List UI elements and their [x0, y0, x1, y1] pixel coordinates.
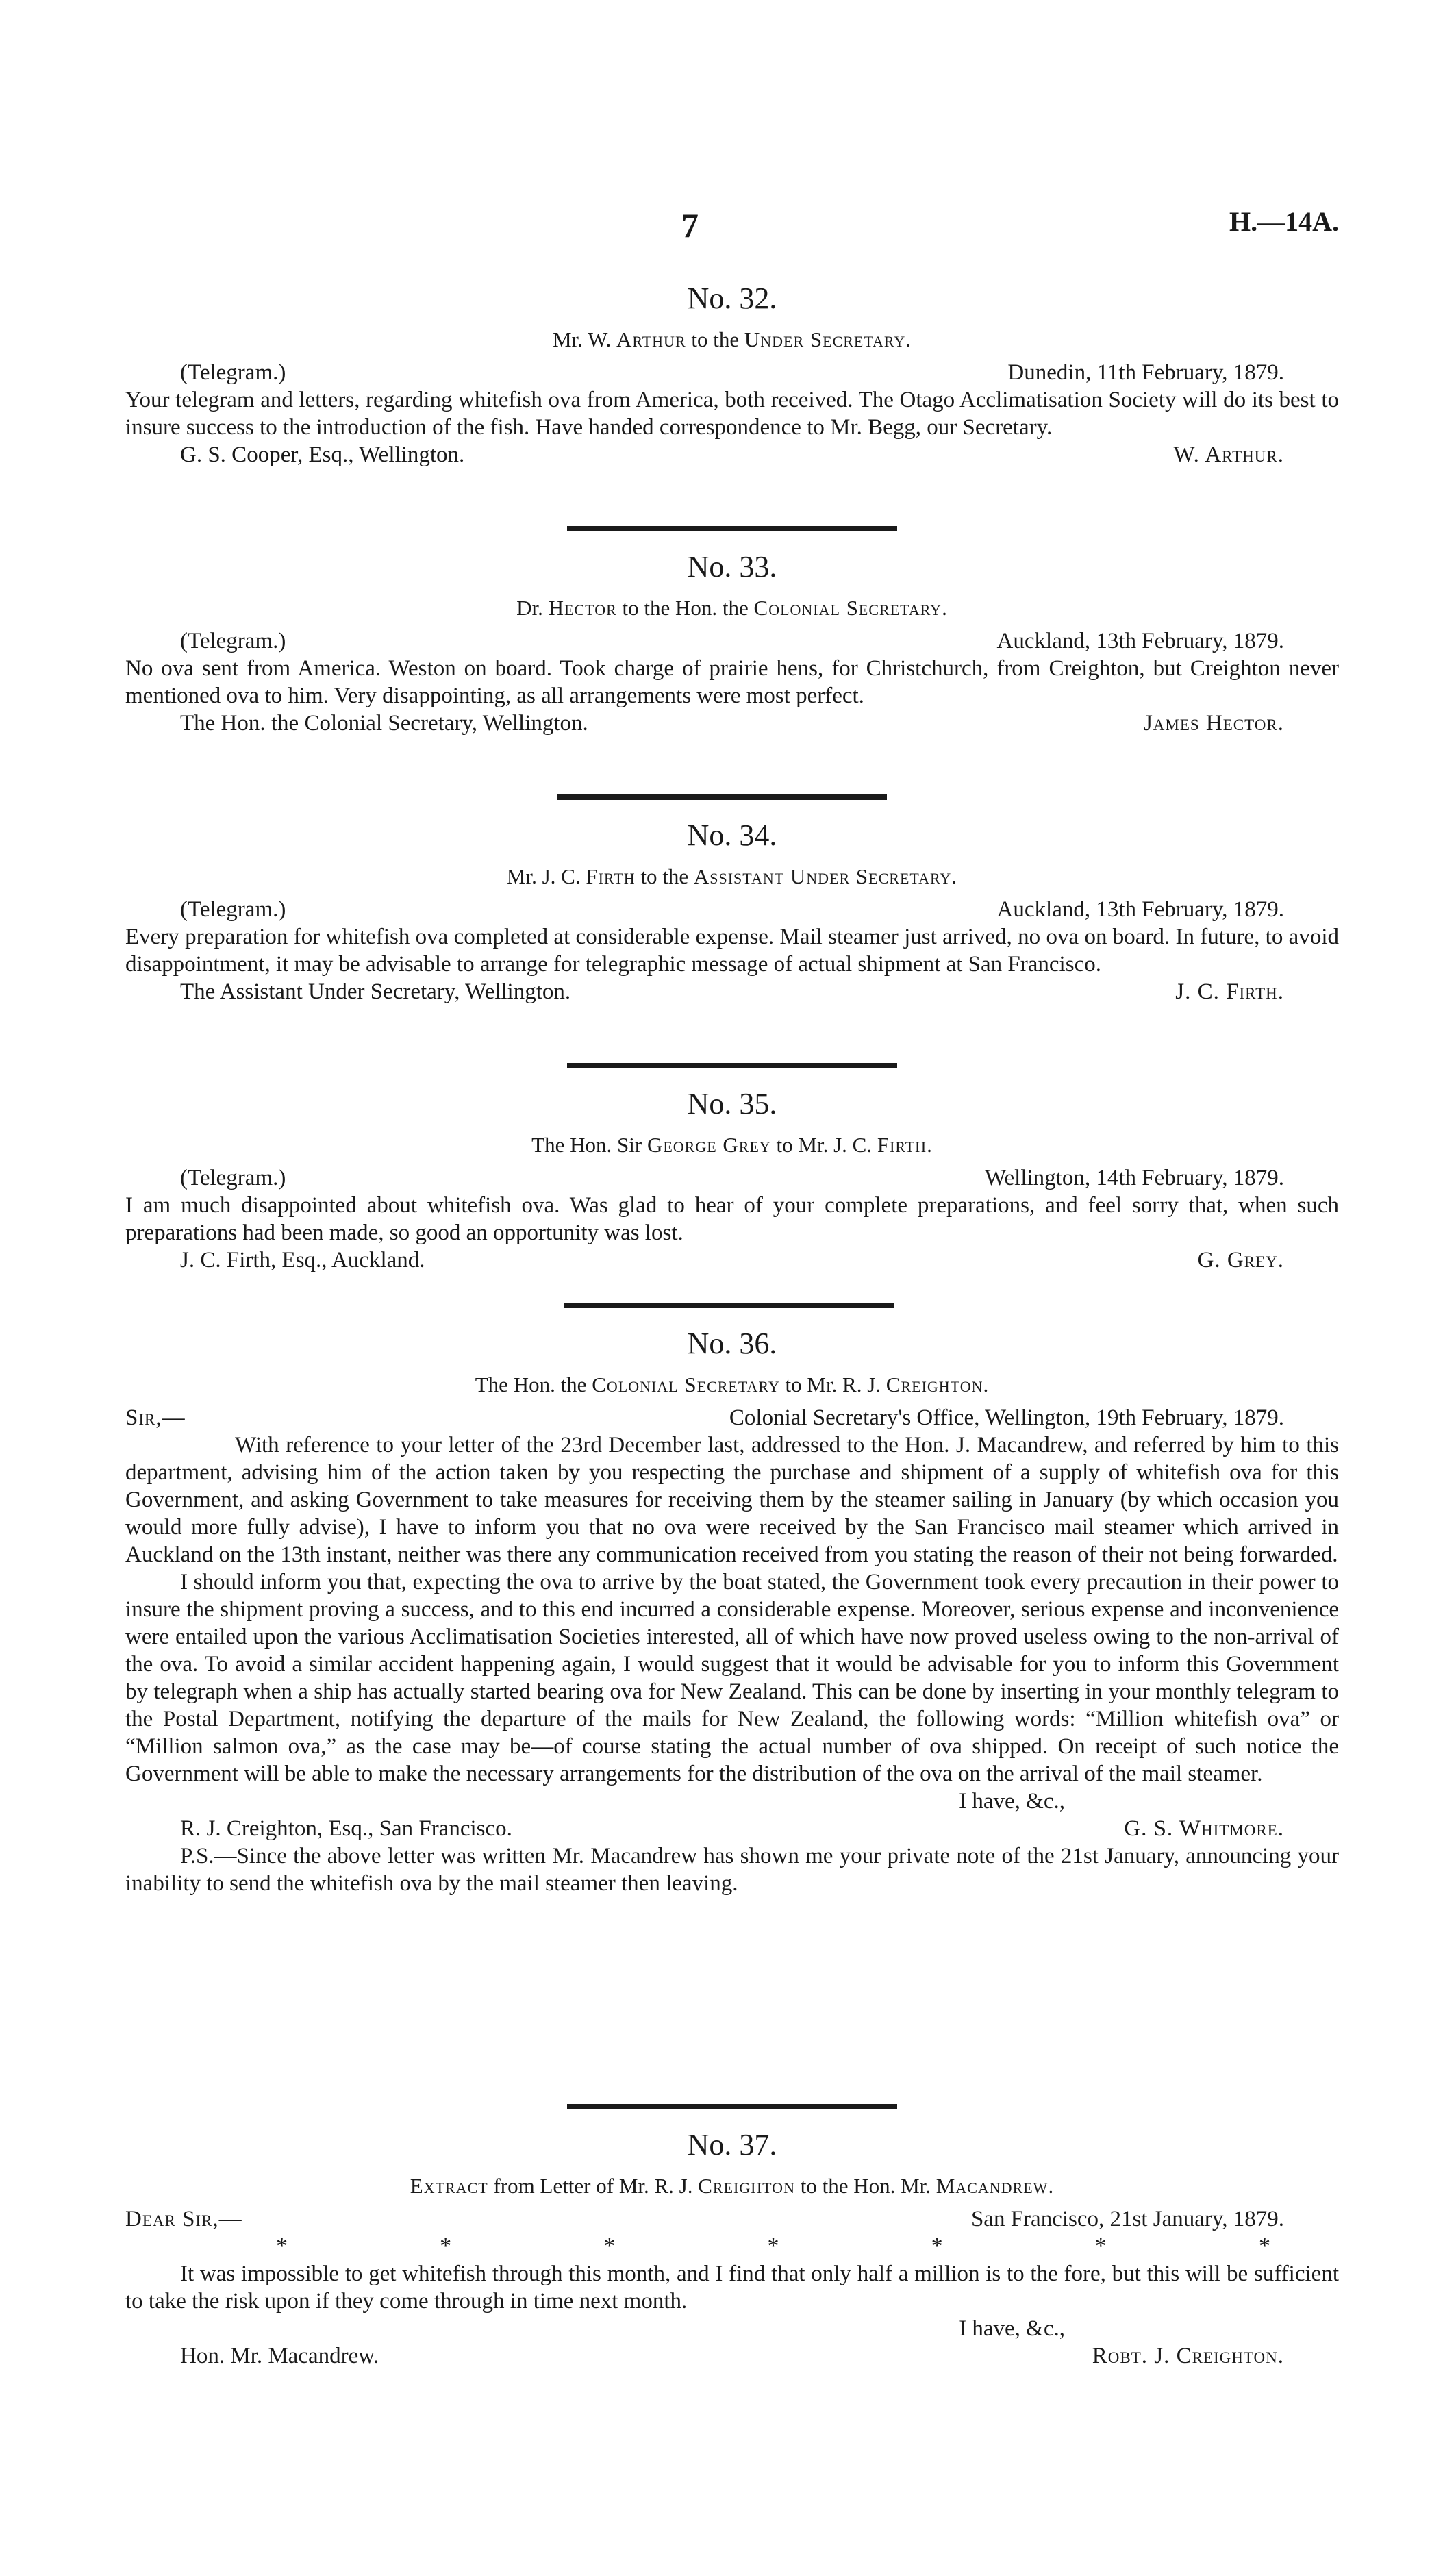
- addressee-signature-row: [125, 710, 1339, 737]
- section-37: [125, 2126, 1339, 2370]
- place-date: San Francisco, 21st January, 1879.: [970, 2207, 1284, 2231]
- message-body: Your telegram and letters, regarding whitefish ova from America, both received. The Otago Acclimatisation Society will do its best to insure success to the introduction of the fish. Have handed correspondence to Mr. Begg, our Secretary.: [125, 388, 1339, 440]
- section-divider: [567, 2104, 897, 2109]
- place-date: Dunedin, 11th February, 1879.: [1007, 360, 1284, 385]
- title-part: Macandrew.: [936, 2174, 1055, 2198]
- section-number: No. 35.: [687, 1087, 777, 1120]
- addressee: The Assistant Under Secretary, Wellington.: [180, 979, 571, 1004]
- section-number: No. 36.: [687, 1327, 777, 1360]
- title-part: from Letter of Mr. R. J.: [488, 2174, 699, 2198]
- place-date: Auckland, 13th February, 1879.: [996, 897, 1284, 922]
- message-kind: (Telegram.): [180, 897, 286, 922]
- title-part: Creighton: [698, 2174, 795, 2198]
- star: *: [931, 2233, 943, 2259]
- kind-date-row: [125, 1164, 1339, 1192]
- star: *: [276, 2233, 288, 2259]
- addressee-signature-row: [125, 1246, 1339, 1274]
- section-title: [125, 1371, 1339, 1399]
- section-36: [125, 1325, 1339, 1897]
- addressee: R. J. Creighton, Esq., San Francisco.: [180, 1816, 512, 1841]
- title-part: Mr. J. C.: [506, 864, 586, 888]
- salutation-date-row: [125, 1404, 1339, 1431]
- salutation-date-row: [125, 2205, 1339, 2233]
- closing: I have, &c.,: [959, 2316, 1065, 2341]
- title-part: Arthur: [616, 327, 686, 351]
- title-part: Under Secretary.: [744, 327, 912, 351]
- title-part: Dr.: [516, 596, 549, 620]
- title-part: Extract: [410, 2174, 488, 2198]
- star: *: [767, 2233, 779, 2259]
- message-kind: (Telegram.): [180, 1166, 286, 1190]
- closing: I have, &c.,: [959, 1789, 1065, 1814]
- title-part: to the Hon. Mr.: [794, 2174, 936, 2198]
- title-part: to Mr. J. C.: [770, 1133, 877, 1157]
- title-part: George Grey: [647, 1133, 771, 1157]
- addressee-signature-row: [125, 1815, 1339, 1842]
- section-32: [125, 279, 1339, 468]
- section-title: [125, 594, 1339, 622]
- ellipsis-stars: [125, 2233, 1339, 2260]
- section-title: [125, 863, 1339, 890]
- title-part: The Hon. Sir: [531, 1133, 647, 1157]
- star: *: [440, 2233, 452, 2259]
- title-part: to Mr. R. J.: [779, 1373, 886, 1396]
- addressee: J. C. Firth, Esq., Auckland.: [180, 1248, 425, 1273]
- title-part: to the: [635, 864, 694, 888]
- place-date: Colonial Secretary's Office, Wellington, 19th February, 1879.: [729, 1405, 1284, 1430]
- salutation: Sir,—: [125, 1405, 186, 1430]
- message-body: I am much disappointed about whitefish ova. Was glad to hear of your complete preparations, and feel sorry that, when such preparations had been made, so good an opportunity was lost.: [125, 1193, 1339, 1245]
- addressee: G. S. Cooper, Esq., Wellington.: [180, 442, 465, 467]
- addressee: Hon. Mr. Macandrew.: [180, 2344, 379, 2368]
- star: *: [1258, 2233, 1270, 2259]
- title-part: Firth.: [877, 1133, 933, 1157]
- letter-body: It was impossible to get whitefish through this month, and I find that only half a million is to the fore, but this will be sufficient to take the risk upon if they come through in time next month.: [125, 2261, 1339, 2314]
- section-divider: [567, 526, 897, 531]
- title-part: Colonial Secretary: [592, 1373, 780, 1396]
- addressee: The Hon. the Colonial Secretary, Wellington.: [180, 711, 588, 736]
- title-part: The Hon. the: [475, 1373, 592, 1396]
- addressee-signature-row: [125, 978, 1339, 1005]
- section-divider: [564, 1303, 894, 1308]
- signature: James Hector.: [1143, 711, 1284, 736]
- letter-paragraph-1: With reference to your letter of the 23rd December last, addressed to the Hon. J. Macandrew, and referred by him to this department, advising him of the action taken by you respecting the purchase and shipment of a supply of whitefish ova for this Government, and asking Government to take measures for receiving them by the steamer sailing in January (by which occasion you would more fully advise), I have to inform you that no ova were received by the San Francisco mail steamer which arrived in Auckland on the 13th instant, neither was there any communication received from you stating the reason of their not being forwarded.: [125, 1433, 1339, 1567]
- letter-paragraph-2: I should inform you that, expecting the ova to arrive by the boat stated, the Government took every precaution in their power to insure the shipment proving a success, and to this end incurred a considerable expense. Moreover, serious expense and inconvenience were entailed upon the various Acclimatisation Societies interested, all of which have now proved useless owing to the non-arrival of the ova. To avoid a similar accident happening again, I would suggest that it would be advisable for you to inform this Government by telegraph when a ship has actually started bearing ova for New Zealand. This can be done by inserting in your monthly telegram to the Postal Department, notifying the departure of the mails for New Zealand, the following words: “Million whitefish ova” or “Million salmon ova,” as the case may be—of course stating the actual number of ova shipped. On receipt of such notice the Government will be able to make the necessary arrangements for the distribution of the ova on the arrival of the mail steamer.: [125, 1570, 1339, 1786]
- message-body: Every preparation for whitefish ova completed at considerable expense. Mail steamer just arrived, no ova on board. In future, to avoid disappointment, it may be advisable to arrange for telegraphic message of actual shipment at San Francisco.: [125, 925, 1339, 977]
- page-number: 7: [681, 206, 699, 245]
- salutation: Dear Sir,—: [125, 2207, 242, 2231]
- title-part: to the Hon. the: [616, 596, 754, 620]
- postscript: P.S.—Since the above letter was written Mr. Macandrew has shown me your private note of the 21st January, announcing your inability to send the whitefish ova by the mail steamer then leaving.: [125, 1844, 1339, 1896]
- section-divider: [557, 794, 887, 800]
- document-reference: H.—14A.: [1229, 206, 1339, 237]
- star: *: [1094, 2233, 1107, 2259]
- message-kind: (Telegram.): [180, 360, 286, 385]
- section-divider: [567, 1063, 897, 1068]
- kind-date-row: [125, 359, 1339, 386]
- message-kind: (Telegram.): [180, 629, 286, 653]
- addressee-signature-row: [125, 441, 1339, 468]
- place-date: Auckland, 13th February, 1879.: [996, 629, 1284, 653]
- section-title: [125, 2172, 1339, 2200]
- place-date: Wellington, 14th February, 1879.: [985, 1166, 1284, 1190]
- section-number: No. 32.: [687, 281, 777, 315]
- section-34: [125, 816, 1339, 1005]
- title-part: Colonial Secretary.: [753, 596, 948, 620]
- signature: J. C. Firth.: [1175, 979, 1284, 1004]
- title-part: to the: [686, 327, 744, 351]
- page-header: [125, 205, 1339, 247]
- star: *: [603, 2233, 616, 2259]
- title-part: Assistant Under Secretary.: [693, 864, 958, 888]
- kind-date-row: [125, 896, 1339, 923]
- section-35: [125, 1085, 1339, 1274]
- title-part: Creighton.: [886, 1373, 990, 1396]
- section-33: [125, 548, 1339, 737]
- signature: Robt. J. Creighton.: [1092, 2344, 1284, 2368]
- signature: W. Arthur.: [1173, 442, 1284, 467]
- section-number: No. 34.: [687, 818, 777, 852]
- title-part: Firth: [586, 864, 636, 888]
- section-number: No. 37.: [687, 2128, 777, 2162]
- section-number: No. 33.: [687, 550, 777, 584]
- addressee-signature-row: [125, 2342, 1339, 2370]
- signature: G. Grey.: [1197, 1248, 1284, 1273]
- title-part: Mr. W.: [552, 327, 616, 351]
- section-title: [125, 1131, 1339, 1159]
- message-body: No ova sent from America. Weston on board. Took charge of prairie hens, for Christchurch, from Creighton, but Creighton never mentioned ova to him. Very disappointing, as all arrangements were most perfect.: [125, 656, 1339, 708]
- kind-date-row: [125, 627, 1339, 655]
- signature: G. S. Whitmore.: [1124, 1816, 1284, 1841]
- section-title: [125, 326, 1339, 353]
- title-part: Hector: [548, 596, 617, 620]
